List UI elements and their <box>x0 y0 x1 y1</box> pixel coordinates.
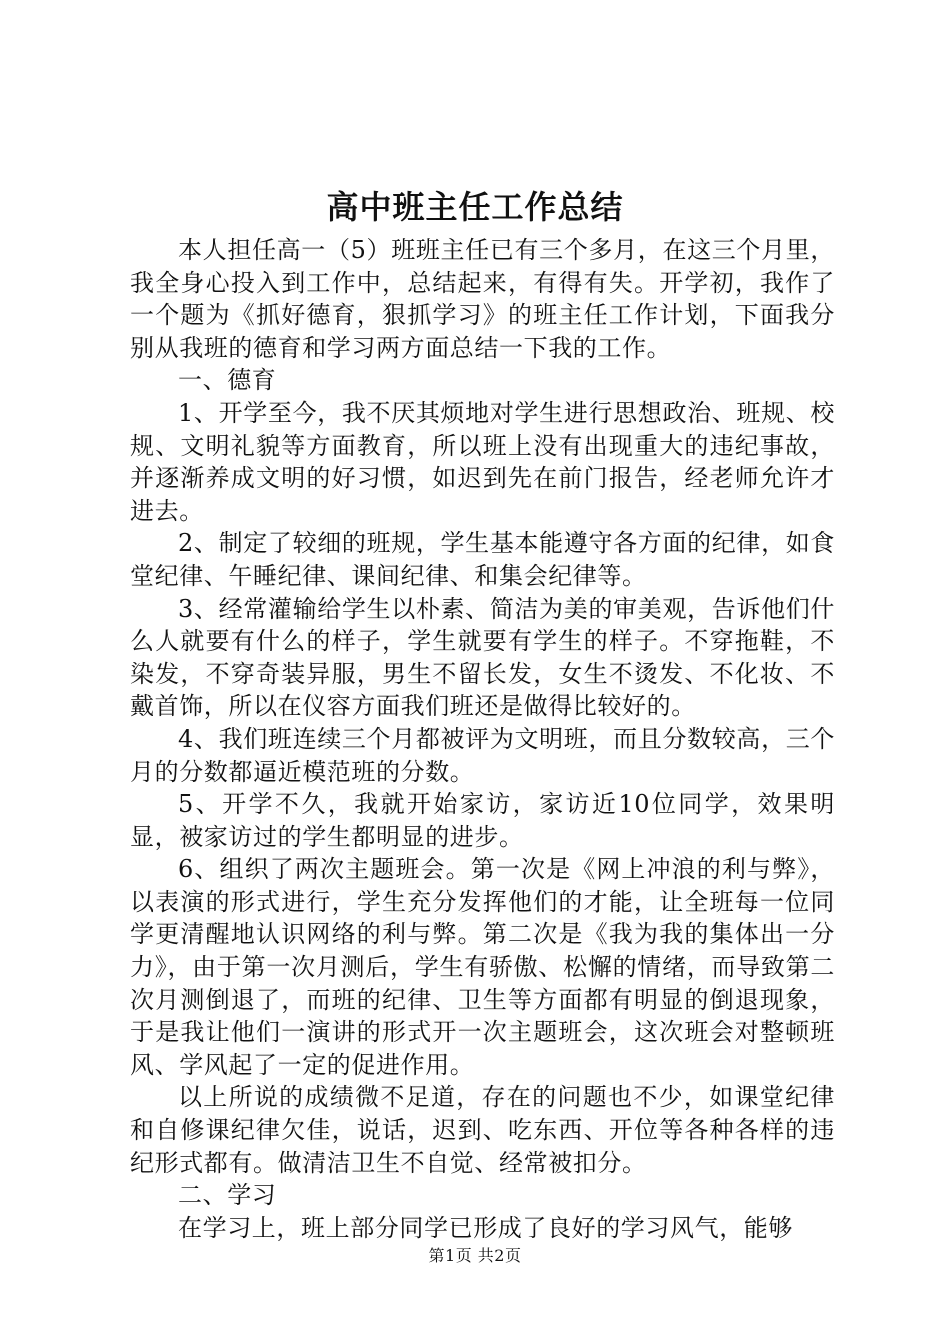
intro-paragraph: 本人担任高一（5）班班主任已有三个多月，在这三个月里，我全身心投入到工作中，总结起来，有得有失。开学初，我作了一个题为《抓好德育，狠抓学习》的班主任工作计划，下面我分别从我班的德育和学习两方面总结一下我的工作。 <box>130 236 835 362</box>
section-heading-moral: 一、德育 <box>178 366 277 395</box>
document-body <box>130 234 835 1244</box>
moral-item-5: 5、开学不久，我就开始家访，家访近10位同学，效果明显，被家访过的学生都明显的进步。 <box>130 790 835 851</box>
moral-summary-paragraph: 以上所说的成绩微不足道，存在的问题也不少，如课堂纪律和自修课纪律欠佳，说话，迟到、吃东西、开位等各种各样的违纪形式都有。做清洁卫生不自觉、经常被扣分。 <box>130 1083 835 1177</box>
moral-item-1: 1、开学至今，我不厌其烦地对学生进行思想政治、班规、校规、文明礼貌等方面教育，所以班上没有出现重大的违纪事故，并逐渐养成文明的好习惯，如迟到先在前门报告，经老师允许才进去。 <box>130 398 835 525</box>
moral-item-4: 4、我们班连续三个月都被评为文明班，而且分数较高，三个月的分数都逼近模范班的分数。 <box>130 724 835 786</box>
document-title: 高中班主任工作总结 <box>326 188 624 226</box>
section-heading-study: 二、学习 <box>178 1181 277 1210</box>
study-paragraph: 在学习上，班上部分同学已形成了良好的学习风气，能够 <box>178 1213 793 1242</box>
page-footer: 第1页 共2页 <box>428 1246 522 1265</box>
moral-item-2: 2、制定了较细的班规，学生基本能遵守各方面的纪律，如食堂纪律、午睡纪律、课间纪律、和集会纪律等。 <box>130 529 835 590</box>
moral-item-3: 3、经常灌输给学生以朴素、简洁为美的审美观，告诉他们什么人就要有什么的样子，学生就要有学生的样子。不穿拖鞋，不染发，不穿奇装异服，男生不留长发，女生不烫发、不化妆、不戴首饰，所以在仪容方面我们班还是做得比较好的。 <box>130 594 835 721</box>
moral-item-6: 6、组织了两次主题班会。第一次是《网上冲浪的利与弊》，以表演的形式进行，学生充分发挥他们的才能，让全班每一位同学更清醒地认识网络的利与弊。第二次是《我为我的集体出一分力》，由于第一次月测后，学生有骄傲、松懈的情绪，而导致第二次月测倒退了，而班的纪律、卫生等方面都有明显的倒退现象，于是我让他们一演讲的形式开一次主题班会，这次班会对整顿班风、学风起了一定的促进作用。 <box>130 855 835 1079</box>
